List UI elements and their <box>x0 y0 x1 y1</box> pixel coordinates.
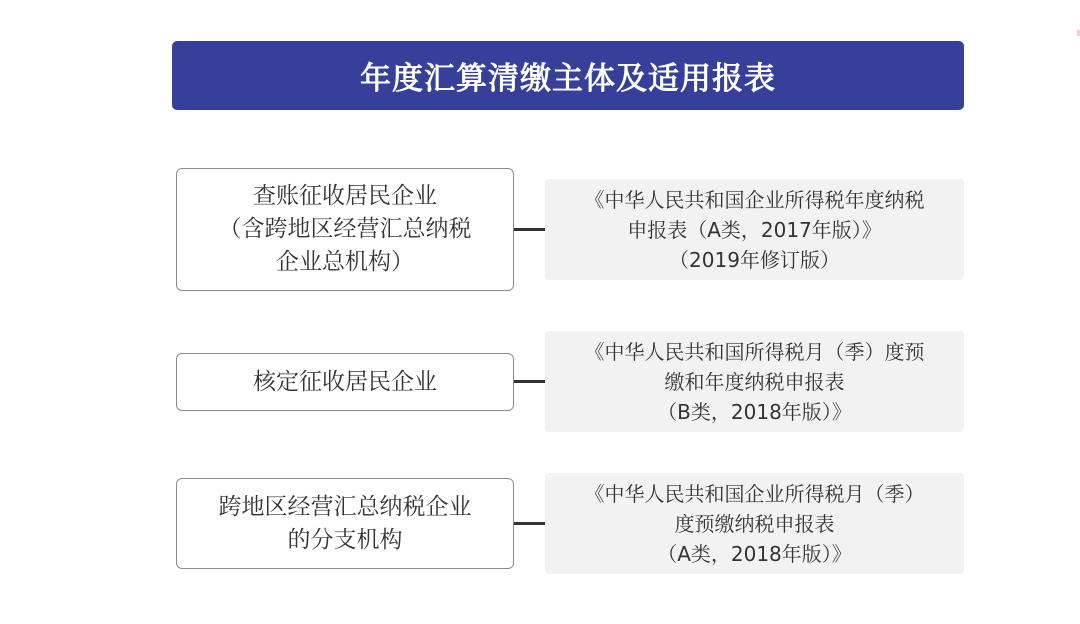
entity-line: 跨地区经营汇总纳税企业 <box>218 493 472 520</box>
entity-line: （含跨地区经营汇总纳税 <box>218 216 472 242</box>
form-line: （B类，2018年版）》 <box>657 399 852 424</box>
form-line: （A类，2018年版）》 <box>657 541 852 566</box>
entity-line: 的分支机构 <box>287 526 403 553</box>
form-box-1 <box>545 179 964 280</box>
form-box-2 <box>545 331 964 432</box>
connector-line-1 <box>514 228 545 231</box>
entity-line: 查账征收居民企业 <box>253 183 437 209</box>
form-line: 缴和年度纳税申报表 <box>664 369 845 394</box>
form-line: 度预缴纳税申报表 <box>674 511 835 536</box>
entity-line: 核定征收居民企业 <box>253 368 437 395</box>
page-title: 年度汇算清缴主体及适用报表 <box>360 61 776 97</box>
entity-box-2 <box>176 353 514 411</box>
form-line: 《中华人民共和国企业所得税月（季） <box>584 481 925 506</box>
entity-line: 企业总机构） <box>276 249 414 275</box>
form-box-3 <box>545 473 964 574</box>
form-line: 申报表（A类，2017年版）》 <box>627 217 882 242</box>
connector-line-3 <box>514 522 545 525</box>
form-line: 《中华人民共和国所得税月（季）度预 <box>584 339 925 364</box>
entity-box-3 <box>176 478 514 569</box>
title-banner <box>172 41 964 110</box>
form-line: 《中华人民共和国企业所得税年度纳税 <box>584 187 925 212</box>
entity-box-1 <box>176 168 514 291</box>
connector-line-2 <box>514 380 545 383</box>
form-line: （2019年修订版） <box>669 247 840 272</box>
